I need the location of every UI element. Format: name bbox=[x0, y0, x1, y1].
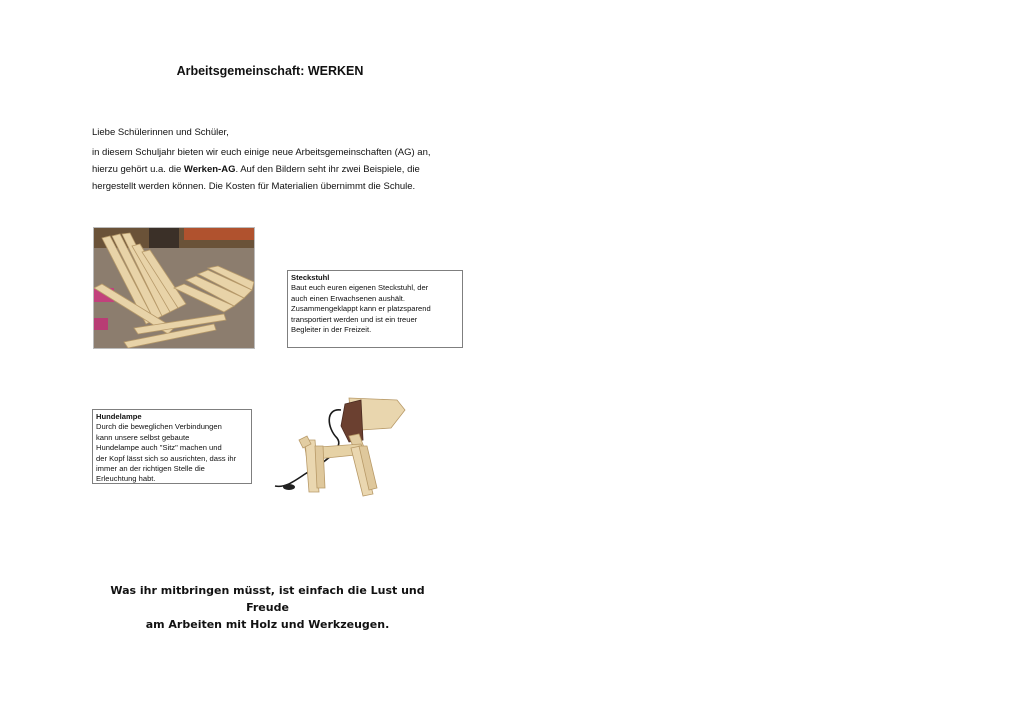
closing-line-2: am Arbeiten mit Holz und Werkzeugen. bbox=[145, 618, 390, 631]
steckstuhl-line: transportiert werden und ist ein treuer bbox=[291, 314, 418, 324]
intro-paragraph bbox=[92, 144, 462, 195]
steckstuhl-description-box bbox=[287, 270, 463, 348]
intro-line-2-end: . Auf den Bildern seht ihr zwei Beispiele, die bbox=[235, 164, 420, 175]
page-title: Arbeitsgemeinschaft: WERKEN bbox=[176, 64, 364, 78]
hundelampe-line: Hundelampe auch "Sitz" machen und bbox=[96, 443, 222, 453]
hundelampe-line: der Kopf lässt sich so ausrichten, dass ihr bbox=[96, 453, 237, 463]
werken-ag-highlight: Werken-AG bbox=[183, 164, 236, 175]
steckstuhl-line: auch einen Erwachsenen aushält. bbox=[291, 293, 405, 303]
intro-line-3: hergestellt werden können. Die Kosten für Materialien übernimmt die Schule. bbox=[92, 181, 416, 192]
chair-illustration bbox=[94, 228, 254, 348]
steckstuhl-line: Begleiter in der Freizeit. bbox=[291, 325, 372, 335]
closing-note bbox=[90, 582, 445, 633]
hundelampe-title: Hundelampe bbox=[96, 412, 142, 421]
hundelampe-line: Erleuchtung habt. bbox=[96, 474, 156, 484]
steckstuhl-title: Steckstuhl bbox=[291, 273, 330, 282]
intro-line-2-start: hierzu gehört u.a. die bbox=[92, 164, 184, 175]
intro-line-2 bbox=[92, 161, 462, 178]
hundelampe-description-box bbox=[92, 409, 252, 484]
steckstuhl-line: Baut euch euren eigenen Steckstuhl, der bbox=[291, 283, 429, 293]
steckstuhl-photo bbox=[93, 227, 255, 349]
hundelampe-line: immer an der richtigen Stelle die bbox=[96, 464, 205, 474]
dog-lamp-illustration bbox=[265, 388, 415, 500]
intro-line-1: in diesem Schuljahr bieten wir euch einige neue Arbeitsgemeinschaften (AG) an, bbox=[92, 147, 431, 158]
hundelampe-line: Durch die beweglichen Verbindungen bbox=[96, 422, 222, 432]
greeting: Liebe Schülerinnen und Schüler, bbox=[92, 127, 229, 138]
hundelampe-image bbox=[265, 388, 415, 500]
closing-line-1: Was ihr mitbringen müsst, ist einfach die Lust und Freude bbox=[110, 584, 425, 614]
steckstuhl-line: Zusammengeklappt kann er platzsparend bbox=[291, 304, 431, 314]
hundelampe-line: kann unsere selbst gebaute bbox=[96, 432, 190, 442]
